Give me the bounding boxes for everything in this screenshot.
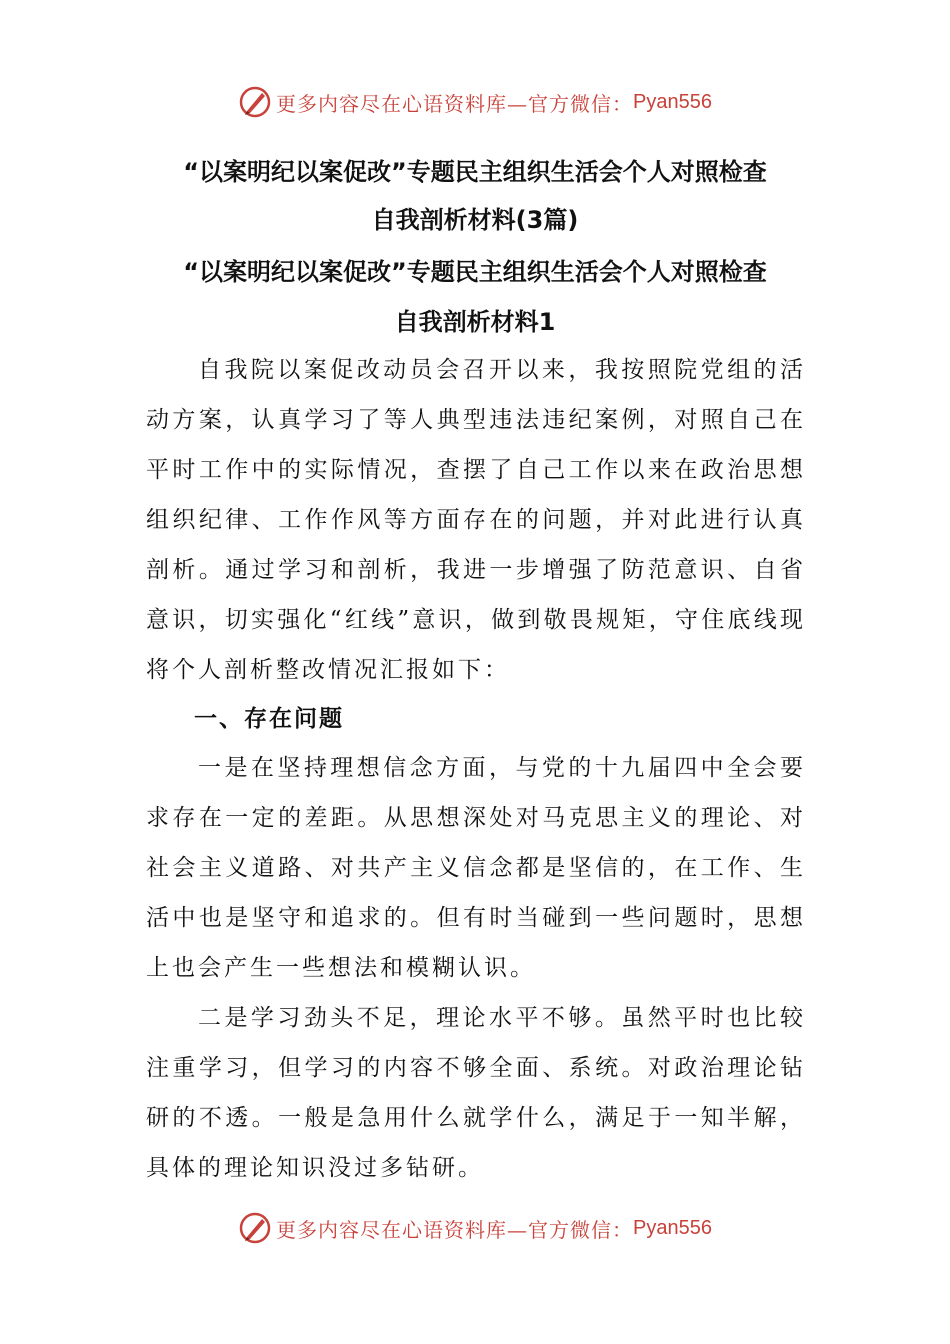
problem-paragraph-2: 二是学习劲头不足，理论水平不够。虽然平时也比较注重学习，但学习的内容不够全面、系统。对政治理论钻研的不透。一般是急用什么就学什么，满足于一知半解，具体的理论知识没过多钻研。 xyxy=(146,1005,806,1181)
watermark-banner-top xyxy=(0,82,950,122)
pen-circle-logo-icon xyxy=(238,85,272,119)
banner-handle: Pyan556 xyxy=(633,90,712,113)
document-subtitle-line-1: “以案明纪以案促改”专题民主组织生活会个人对照检查 xyxy=(183,258,767,286)
section-heading: 一、存在问题 xyxy=(194,706,344,732)
document-subtitle-line-2: 自我剖析材料1 xyxy=(394,308,556,336)
intro-paragraph: 自我院以案促改动员会召开以来，我按照院党组的活动方案，认真学习了等人典型违法违纪案例，对照自己在平时工作中的实际情况，查摆了自己工作以来在政治思想组织纪律、工作作风等方面存在的问题，并对此进行认真剖析。通过学习和剖析，我进一步增强了防范意识、自省意识，切实强化“红线”意识，做到敬畏规矩，守住底线现将个人剖析整改情况汇报如下： xyxy=(146,357,806,683)
document-title-line-1: “以案明纪以案促改”专题民主组织生活会个人对照检查 xyxy=(183,158,767,186)
document-title-line-2: 自我剖析材料(3篇) xyxy=(371,206,579,234)
banner-text: 更多内容尽在心语资料库—官方微信： xyxy=(276,1217,634,1242)
watermark-banner-bottom xyxy=(0,1208,950,1248)
banner-handle: Pyan556 xyxy=(633,1216,712,1239)
problem-paragraph-1: 一是在坚持理想信念方面，与党的十九届四中全会要求存在一定的差距。从思想深处对马克思主义的理论、对社会主义道路、对共产主义信念都是坚信的，在工作、生活中也是坚守和追求的。但有时当碰到一些问题时，思想上也会产生一些想法和模糊认识。 xyxy=(146,755,806,981)
banner-text: 更多内容尽在心语资料库—官方微信： xyxy=(276,91,634,116)
pen-circle-logo-icon xyxy=(238,1211,272,1245)
